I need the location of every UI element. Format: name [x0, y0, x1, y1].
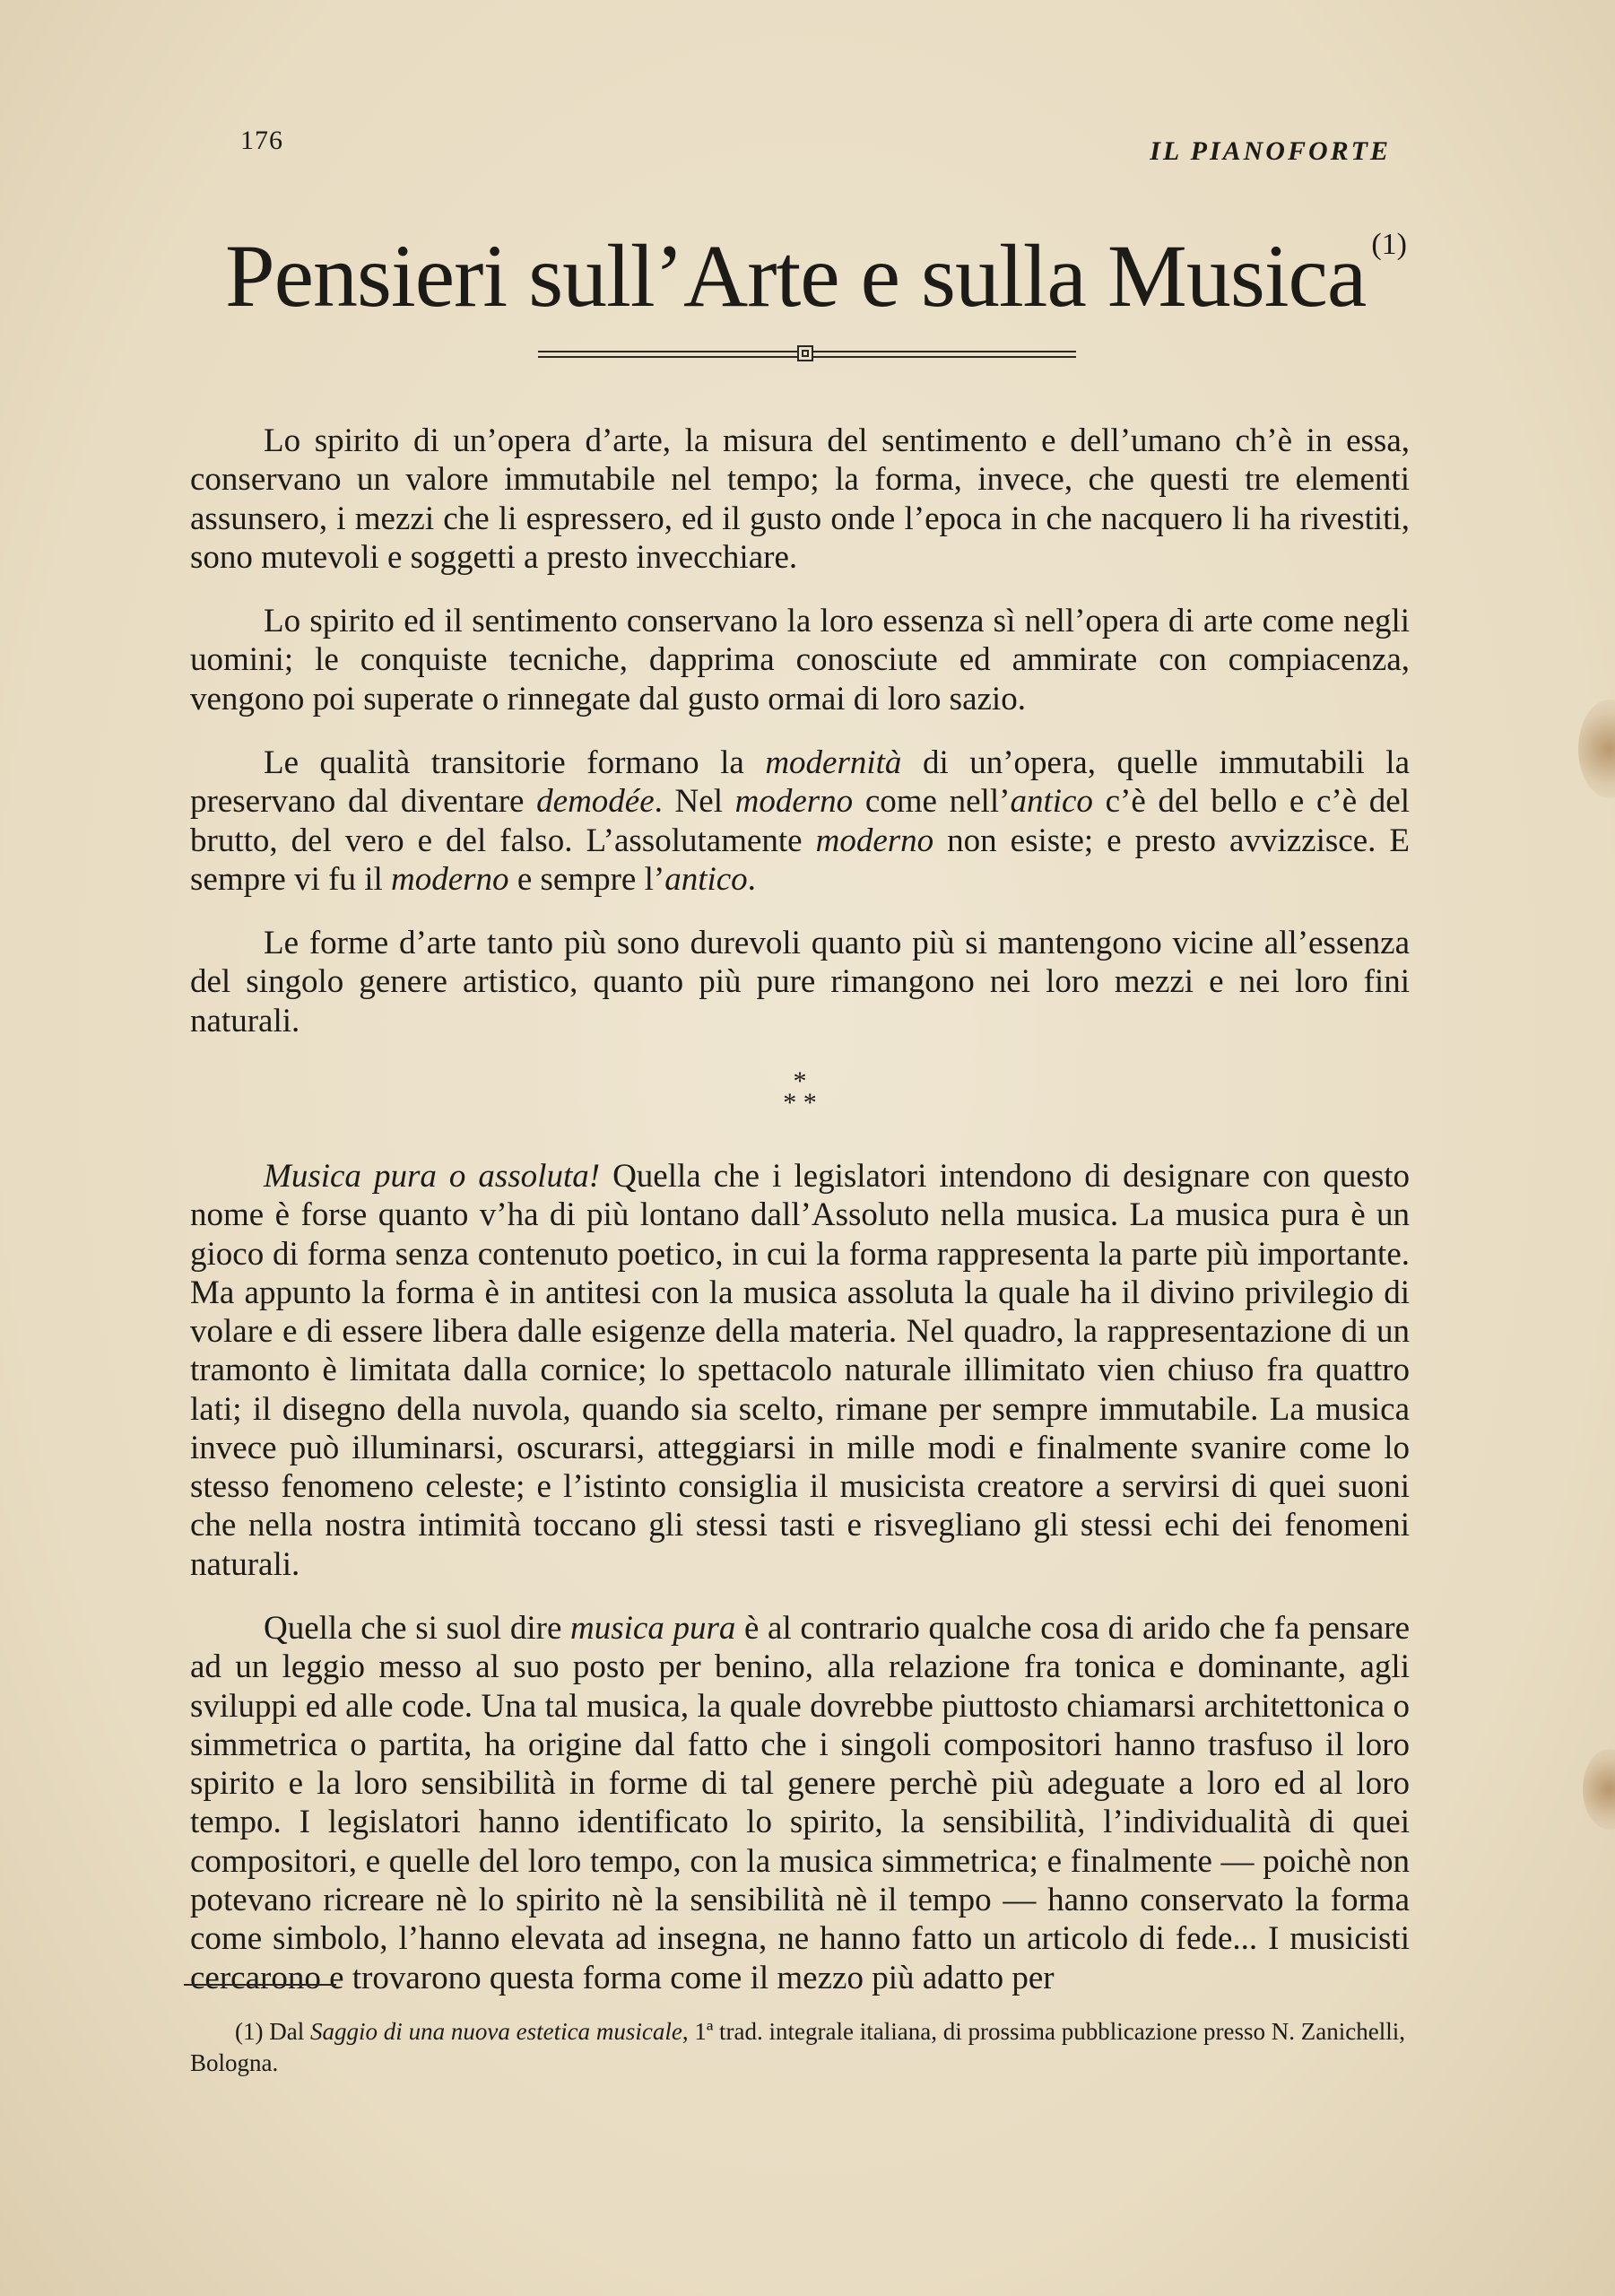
text-run: Lo spirito di un’opera d’arte, la misura del sentimento e dell’umano ch’è in essa, conservano un valore immutabile nel tempo; la forma, invece, che questi tre elementi assunsero, i mezzi che li espressero, ed il gusto onde l’epoca in che nacquero li ha rivestiti, sono mutevoli e soggetti a presto invecchiare. — [190, 422, 1410, 576]
text-run: , 1ª trad. integrale italiana, di prossima pubblicazione presso N. Zanichelli, Bologna. — [190, 2018, 1405, 2077]
text-run: non esiste; e presto avvizzisce. E sempre vi fu il — [190, 822, 1410, 898]
footnote — [190, 2016, 1405, 2079]
italic-text: demodée — [536, 783, 655, 821]
title-footnote-ref: (1) — [1371, 228, 1407, 261]
italic-text: Musica pura o assoluta! — [264, 1157, 601, 1195]
article-title — [197, 224, 1435, 327]
italic-text: moderno — [734, 783, 854, 821]
article-title-text: Pensieri sull’Arte e sulla Musica — [225, 226, 1367, 326]
text-run: e sempre l’ — [508, 860, 665, 898]
text-run: (1) Dal — [235, 2018, 311, 2045]
paragraph — [190, 602, 1410, 718]
paragraph — [190, 422, 1410, 577]
text-run: di un’opera, quelle immutabili la preservano dal diventare — [190, 744, 1410, 821]
text-run: Quella che i legislatori intendono di designare con questo nome è forse quanto v’ha di più lontano dall’Assoluto nella musica. La musica pura è un gioco di forma senza contenuto poetico, in cui la forma rappresenta la parte più importante. Ma appunto la forma è in antitesi con la musica assoluta la quale ha il divino privilegio di volare e di essere libera dalle esigenze della materia. Nel quadro, la rappresentazione di un tramonto è limitata dalla cornice; lo spettacolo naturale illimitato vien chiuso fra quattro lati; il disegno della nuvola, quando sia scelto, rimane per sempre immutabile. La musica invece può illuminarsi, oscurarsi, atteggiarsi in mille modi e finalmente svanire come lo stesso fenomeno celeste; e l’istinto consiglia il musicista creatore a servirsi di quei suoni che nella nostra intimità toccano gli stessi tasti e risvegliano gli stessi echi dei fenomeni naturali. — [190, 1157, 1411, 1583]
text-run: . Nel — [654, 783, 735, 821]
section-separator: * * * — [783, 1065, 817, 1118]
footnote-rule — [184, 1984, 336, 1986]
paragraph — [190, 1157, 1410, 1584]
text-run: Lo spirito ed il sentimento conservano la loro essenza sì nell’opera di arte come negli uomini; le conquiste tecniche, dapprima conosciute ed ammirate con compiacenza, vengono poi superate o rinnegate dal gusto ormai di loro sazio. — [190, 603, 1410, 718]
text-run: Le forme d’arte tanto più sono durevoli quanto più si mantengono vicine all’essenza del singolo genere artistico, quanto più pure rimangono nei loro mezzi e nei loro fini naturali. — [190, 925, 1410, 1039]
text-run: Quella che si suol dire — [264, 1610, 570, 1648]
page-number: 176 — [240, 126, 283, 155]
italic-text: modernità — [765, 744, 902, 781]
italic-text: antico — [1010, 783, 1093, 821]
text-run: . — [747, 860, 756, 898]
text-run: è al contrario qualche cosa di arido che fa pensare ad un leggio messo al suo posto per benino, alla relazione fra tonica e dominante, agli sviluppi ed alle code. Una tal musica, la quale dovrebbe piuttosto chiamarsi architettonica o simmetrica o partita, ha origine dal fatto che i singoli compositori hanno trasfuso il loro spirito e la loro sensibilità in forme di tal genere perchè più adeguate a loro ed al loro tempo. I legislatori hanno identificato lo spirito, la sensibilità, l’individualità di quei compositori, e quelle del loro tempo, con la musica simmetrica; e finalmente — poichè non potevano ricreare nè lo spirito nè la sensibilità nè il tempo — hanno conservato la forma come simbolo, l’hanno elevata ad insegna, ne hanno fatto un articolo di fede... I musicisti cercarono e trovarono questa forma come il mezzo più adatto per — [190, 1610, 1410, 1996]
text-run: come nell’ — [853, 783, 1011, 821]
foxing-stain — [1578, 700, 1615, 798]
title-ornament — [538, 341, 1076, 368]
article-body — [190, 422, 1410, 2022]
paragraph — [190, 1609, 1410, 1997]
italic-text: moderno — [391, 860, 509, 898]
paragraph — [190, 744, 1410, 899]
italic-text: Saggio di una nuova estetica musicale — [310, 2018, 682, 2045]
text-run: c’è del bello e c’è del brutto, del vero e del falso. L’assolutamente — [190, 783, 1410, 859]
italic-text: antico — [664, 860, 748, 898]
foxing-stain — [1583, 1749, 1615, 1830]
italic-text: musica pura — [570, 1610, 736, 1648]
running-title: IL PIANOFORTE — [1150, 136, 1391, 166]
text-run: Le qualità transitorie formano la — [264, 744, 766, 781]
italic-text: moderno — [815, 822, 934, 859]
paragraph — [190, 924, 1410, 1040]
